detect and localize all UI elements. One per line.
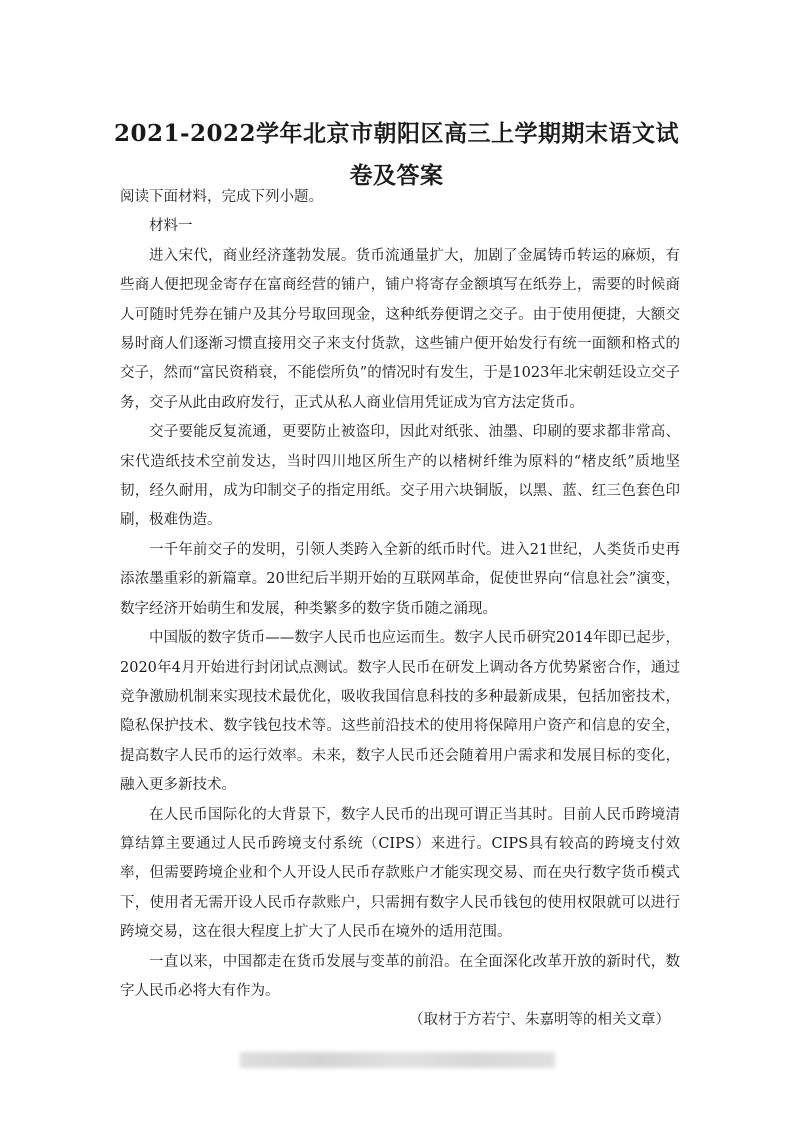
paragraph-1: 进入宋代，商业经济蓬勃发展。货币流通量扩大，加剧了金属铸币转运的麻烦，有些商人便把现金寄存在富商经营的铺户，铺户将寄存金额填写在纸券上，需要的时候商人可随时凭券在铺户及其分号取回现金，这种纸券便谓之交子。由于使用便捷，大额交易时商人们逐渐习惯直接用交子来支付货款，这些铺户便开始发行有统一面额和格式的交子，然而“富民资稍衰，不能偿所负”的情况时有发生，于是1023年北宋朝廷设立交子务，交子从此由政府发行，正式从私人商业信用凭证成为官方法定货币。	[120, 247, 680, 411]
paragraph-5: 在人民币国际化的大背景下，数字人民币的出现可谓正当其时。目前人民币跨境清算结算主要通过人民币跨境支付系统（CIPS）来进行。CIPS具有较高的跨境支付效率，但需要跨境企业和个人开设人民币存款账户才能实现交易、而在央行数字货币模式下，使用者无需开设人民币存款账户，只需拥有数字人民币钱包的使用权限就可以进行跨境交易，这在很大程度上扩大了人民币在境外的适用范围。	[120, 806, 680, 941]
paragraph-2: 交子要能反复流通，更要防止被盗印，因此对纸张、油墨、印刷的要求都非常高、宋代造纸技术空前发达，当时四川地区所生产的以楮树纤维为原料的“楮皮纸”质地坚韧，经久耐用，成为印制交子的指定用纸。交子用六块铜版，以黑、蓝、红三色套色印刷，极难伪造。	[120, 424, 680, 529]
paragraph-3: 一千年前交子的发明，引领人类跨入全新的纸币时代。进入21世纪，人类货币史再添浓墨重彩的新篇章。20世纪后半期开始的互联网革命，促使世界向“信息社会”演变，数字经济开始萌生和发展，种类繁多的数字货币随之涌现。	[120, 541, 680, 617]
source-note: （取材于方若宁、朱嘉明等的相关文章）	[409, 1012, 670, 1029]
blurred-footer-watermark	[240, 1052, 555, 1068]
paragraph-6: 一直以来，中国都走在货币发展与变革的前沿。在全面深化改革开放的新时代，数字人民币必将大有作为。	[120, 953, 680, 999]
document-body	[120, 183, 680, 1036]
material-label: 材料一	[149, 218, 193, 235]
document-title: 2021-2022学年北京市朝阳区高三上学期期末语文试卷及答案	[113, 120, 680, 190]
paragraph-4: 中国版的数字货币——数字人民币也应运而生。数字人民币研究2014年即已起步，2020年4月开始进行封闭试点测试。数字人民币在研发上调动各方优势紧密合作，通过竞争激励机制来实现技术最优化，吸收我国信息科技的多种最新成果，包括加密技术，隐私保护技术、数字钱包技术等。这些前沿技术的使用将保障用户资产和信息的安全，提高数字人民币的运行效率。未来，数字人民币还会随着用户需求和发展目标的变化，融入更多新技术。	[120, 630, 680, 794]
instruction-text: 阅读下面材料，完成下列小题。	[120, 189, 323, 205]
